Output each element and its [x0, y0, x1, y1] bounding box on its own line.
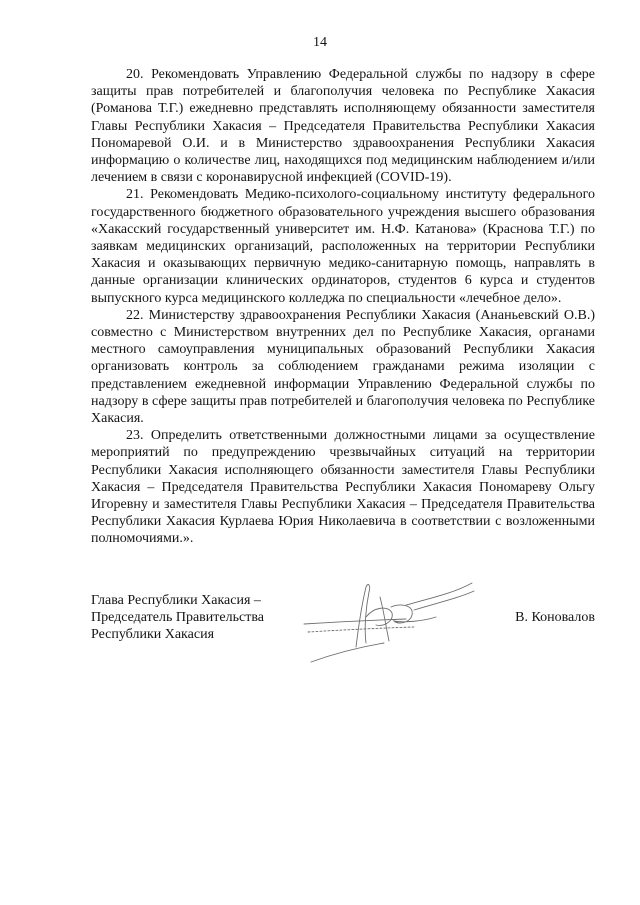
signature-block — [91, 592, 595, 672]
paragraph-21: 21. Рекомендовать Медико-психолого-социальному институту федерального государственного бюджетного образовательного учреждения высшего образования «Хакасский государственный университет им. Н.Ф. Катанова» (Краснова Т.Г.) по заявкам медицинских организаций, расположенных на территории Республики Хакасия и оказывающих первичную медико-санитарную помощь, направлять в данные организации клинических ординаторов, студентов 6 курса и студентов выпускного курса медицинского колледжа по специальности «лечебное дело». — [91, 187, 595, 306]
signatory-title: Глава Республики Хакасия – Председатель Правительства Республики Хакасия — [91, 593, 264, 643]
paragraph-23: 23. Определить ответственными должностными лицами за осуществление мероприятий по предупреждению чрезвычайных ситуаций на территории Республики Хакасия исполняющего обязанности заместителя Главы Республики Хакасия – Председателя Правительства Республики Хакасия Пономареву Ольгу Игоревну и заместителя Главы Республики Хакасия – Председателя Правительства Республики Хакасия Курлаева Юрия Николаевича в соответствии с возложенными полномочиями.». — [91, 428, 595, 547]
handwritten-signature — [296, 577, 476, 667]
document-body — [91, 66, 595, 548]
paragraph-20: 20. Рекомендовать Управлению Федеральной службы по надзору в сфере защиты прав потребителей и благополучия человека по Республике Хакасия (Романова Т.Г.) ежедневно представлять исполняющему обязанности заместителя Главы Республики Хакасия – Председателя Правительства Республики Хакасия Пономаревой О.И. и в Министерство здравоохранения Республики Хакасия информацию о количестве лиц, находящихся под медицинским наблюдением и/или лечением в связи с коронавирусной инфекцией (COVID-19). — [91, 67, 595, 186]
page-number: 14 — [313, 35, 327, 50]
signatory-name: В. Коновалов — [515, 610, 595, 625]
paragraph-22: 22. Министерству здравоохранения Республики Хакасия (Ананьевский О.В.) совместно с Министерством внутренних дел по Республике Хакасия, органами местного самоуправления муниципальных образований Республики Хакасия организовать контроль за соблюдением гражданами режима изоляции с представлением ежедневной информации Управлению Федеральной службы по надзору в сфере защиты прав потребителей и благополучия человека по Республике Хакасия. — [91, 307, 595, 427]
